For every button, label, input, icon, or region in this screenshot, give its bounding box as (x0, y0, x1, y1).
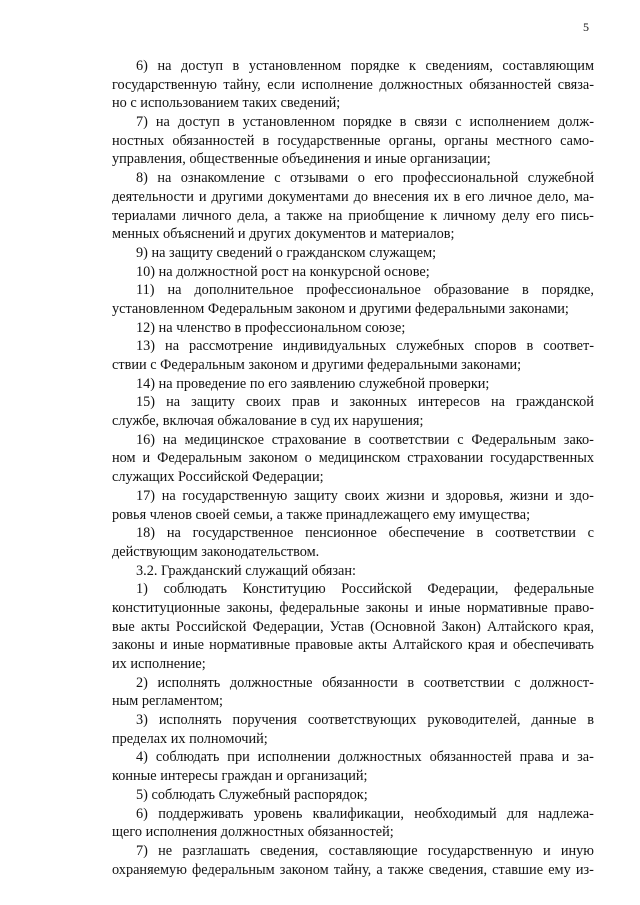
text-line: 7) не разглашать сведения, составляющие государственную и иную (136, 842, 594, 859)
text-line: 11) на дополнительное профессиональное образование в порядке, (136, 282, 594, 299)
text-line: ностных обязанностей в государственные органы, органы местного само- (112, 132, 594, 149)
text-line: законы и иные нормативные правовые акты Алтайского края и обеспечивать (112, 637, 594, 654)
text-line: действующим законодательством. (112, 543, 320, 560)
text-line: конституционные законы, федеральные законы и иные нормативные право- (112, 599, 594, 616)
text-line: 17) на государственную защиту своих жизни и здоровья, жизни и здо- (136, 487, 594, 504)
text-line: 2) исполнять должностные обязанности в соответствии с должност- (136, 674, 594, 691)
text-line: ствии с Федеральным законом и другими федеральными законами; (112, 357, 522, 373)
text-line: службе, включая обжалование в суд их нарушения; (112, 413, 424, 430)
text-line: 3) исполнять поручения соответствующих руководителей, данные в (136, 712, 594, 729)
text-line: охраняемую федеральным законом тайну, а также сведения, ставшие ему из- (112, 861, 594, 878)
text-line: установленном Федеральным законом и другими федеральными законами; (112, 300, 569, 317)
text-line: 18) на государственное пенсионное обеспечение в соответствии с (136, 525, 594, 542)
text-line: 1) соблюдать Конституцию Российской Федерации, федеральные (136, 581, 594, 598)
text-line: вые акты Российской Федерации, Устав (Основной Закон) Алтайского края, (112, 618, 594, 635)
text-line: 14) на проведение по его заявлению служебной проверки; (136, 375, 490, 392)
text-line: их исполнение; (112, 656, 206, 672)
text-line: 7) на доступ в установленном порядке в связи с исполнением долж- (136, 114, 594, 131)
text-line: ном и Федеральным законом о медицинском страховании государственных (112, 450, 594, 467)
text-line: конные интересы граждан и организаций; (112, 768, 368, 785)
text-line: государственную тайну, если исполнение должностных обязанностей связа- (112, 76, 594, 93)
text-line: щего исполнения должностных обязанностей; (112, 824, 394, 841)
text-line: 10) на должностной рост на конкурсной основе; (136, 263, 430, 280)
text-line: 6) поддерживать уровень квалификации, необходимый для надлежа- (136, 805, 594, 822)
text-line: менных объяснений и других документов и материалов; (112, 226, 455, 243)
text-line: пределах их полномочий; (112, 730, 268, 747)
text-line: 15) на защиту своих прав и законных интересов на гражданской (136, 394, 594, 411)
text-line: ным регламентом; (112, 693, 223, 710)
text-line: ровья членов своей семьи, а также принадлежащего ему имущества; (112, 506, 531, 523)
text-line: 4) соблюдать при исполнении должностных обязанностей права и за- (136, 749, 594, 766)
text-line: 9) на защиту сведений о гражданском служащем; (136, 244, 437, 261)
text-line: 8) на ознакомление с отзывами о его профессиональной служебной (136, 170, 594, 187)
text-line: 3.2. Гражданский служащий обязан: (136, 562, 357, 579)
text-line: деятельности и другими документами до внесения их в его личное дело, ма- (112, 188, 594, 205)
text-line: 12) на членство в профессиональном союзе; (136, 319, 406, 336)
text-line: 13) на рассмотрение индивидуальных служебных споров в соответ- (136, 338, 594, 355)
text-line: служащих Российской Федерации; (112, 469, 324, 486)
text-line: 6) на доступ в установленном порядке к сведениям, составляющим (136, 58, 594, 74)
document-body (112, 57, 594, 879)
text-line: 5) соблюдать Служебный распорядок; (136, 786, 368, 803)
text-line: управления, общественные объединения и иные организации; (112, 151, 491, 168)
page-number: 5 (583, 20, 589, 34)
text-line: териалами личного дела, а также на приобщение к личному делу его пись- (112, 207, 594, 224)
text-line: но с использованием таких сведений; (112, 95, 341, 112)
text-line: 16) на медицинское страхование в соответствии с Федеральным зако- (136, 431, 594, 448)
